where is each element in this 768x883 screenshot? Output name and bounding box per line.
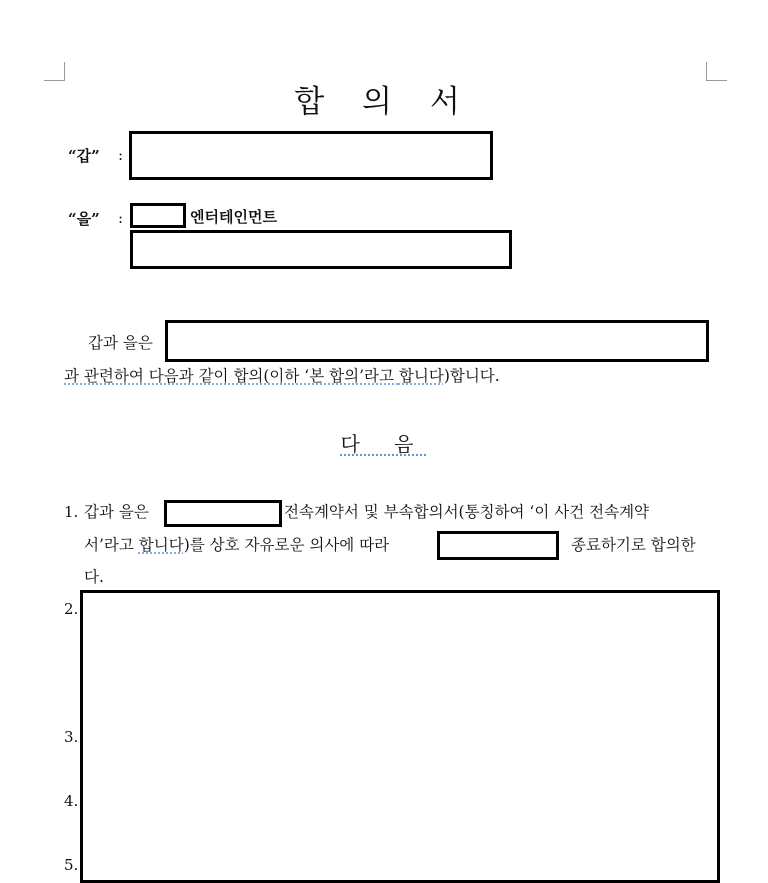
clause-1-text-b: 전속계약서 및 부속합의서(통칭하여 ‘이 사건 전속계약	[284, 503, 650, 521]
intro-text-line2-part1: 과 관련하여 다음과 같이 합의(이하 ‘본 합의’라고	[64, 367, 399, 385]
clause-1-text-c-part2: 합니다	[138, 536, 184, 554]
party-b-colon: :	[118, 209, 124, 227]
clause-3-number: 3.	[64, 728, 79, 746]
party-b-name-redaction-box	[130, 203, 186, 228]
clause-1-date-redaction-box	[164, 500, 282, 527]
party-a-label: “갑”	[68, 147, 100, 165]
intro-text-prefix: 갑과 을은	[88, 334, 153, 352]
clause-4-number: 4.	[64, 792, 79, 810]
party-b-address-redaction-box	[130, 230, 512, 269]
section-heading	[0, 428, 768, 457]
section-heading-text: 다 음	[340, 432, 428, 456]
clause-1-text-d: 종료하기로 합의한	[571, 536, 696, 554]
party-b-label: “을”	[68, 210, 100, 228]
document-title: 합 의 서	[294, 84, 474, 120]
clause-1-text-c-part1: 서’라고	[84, 536, 139, 554]
clause-1-text-a: 갑과 을은	[84, 503, 149, 521]
clause-1-number: 1.	[64, 503, 79, 521]
party-a-colon: :	[118, 146, 124, 164]
clause-1-text-c	[84, 529, 389, 561]
intro-subject-redaction-box	[165, 320, 709, 362]
clause-1-termination-date-redaction-box	[437, 531, 559, 560]
clause-1-text-c-part3: )를 상호 자유로운 의사에 따라	[183, 536, 390, 554]
clauses-2-5-redaction-box	[80, 590, 720, 883]
clause-1-text-e: 다.	[84, 568, 104, 586]
intro-text-line2	[64, 360, 500, 392]
party-b-company-suffix: 엔터테인먼트	[190, 208, 277, 226]
intro-text-line2-part2: 합니다	[398, 367, 444, 385]
party-a-redaction-box	[129, 131, 493, 180]
clause-2-number: 2.	[64, 600, 79, 618]
clause-5-number: 5.	[64, 856, 79, 874]
intro-text-line2-part3: )합니다.	[443, 367, 500, 385]
